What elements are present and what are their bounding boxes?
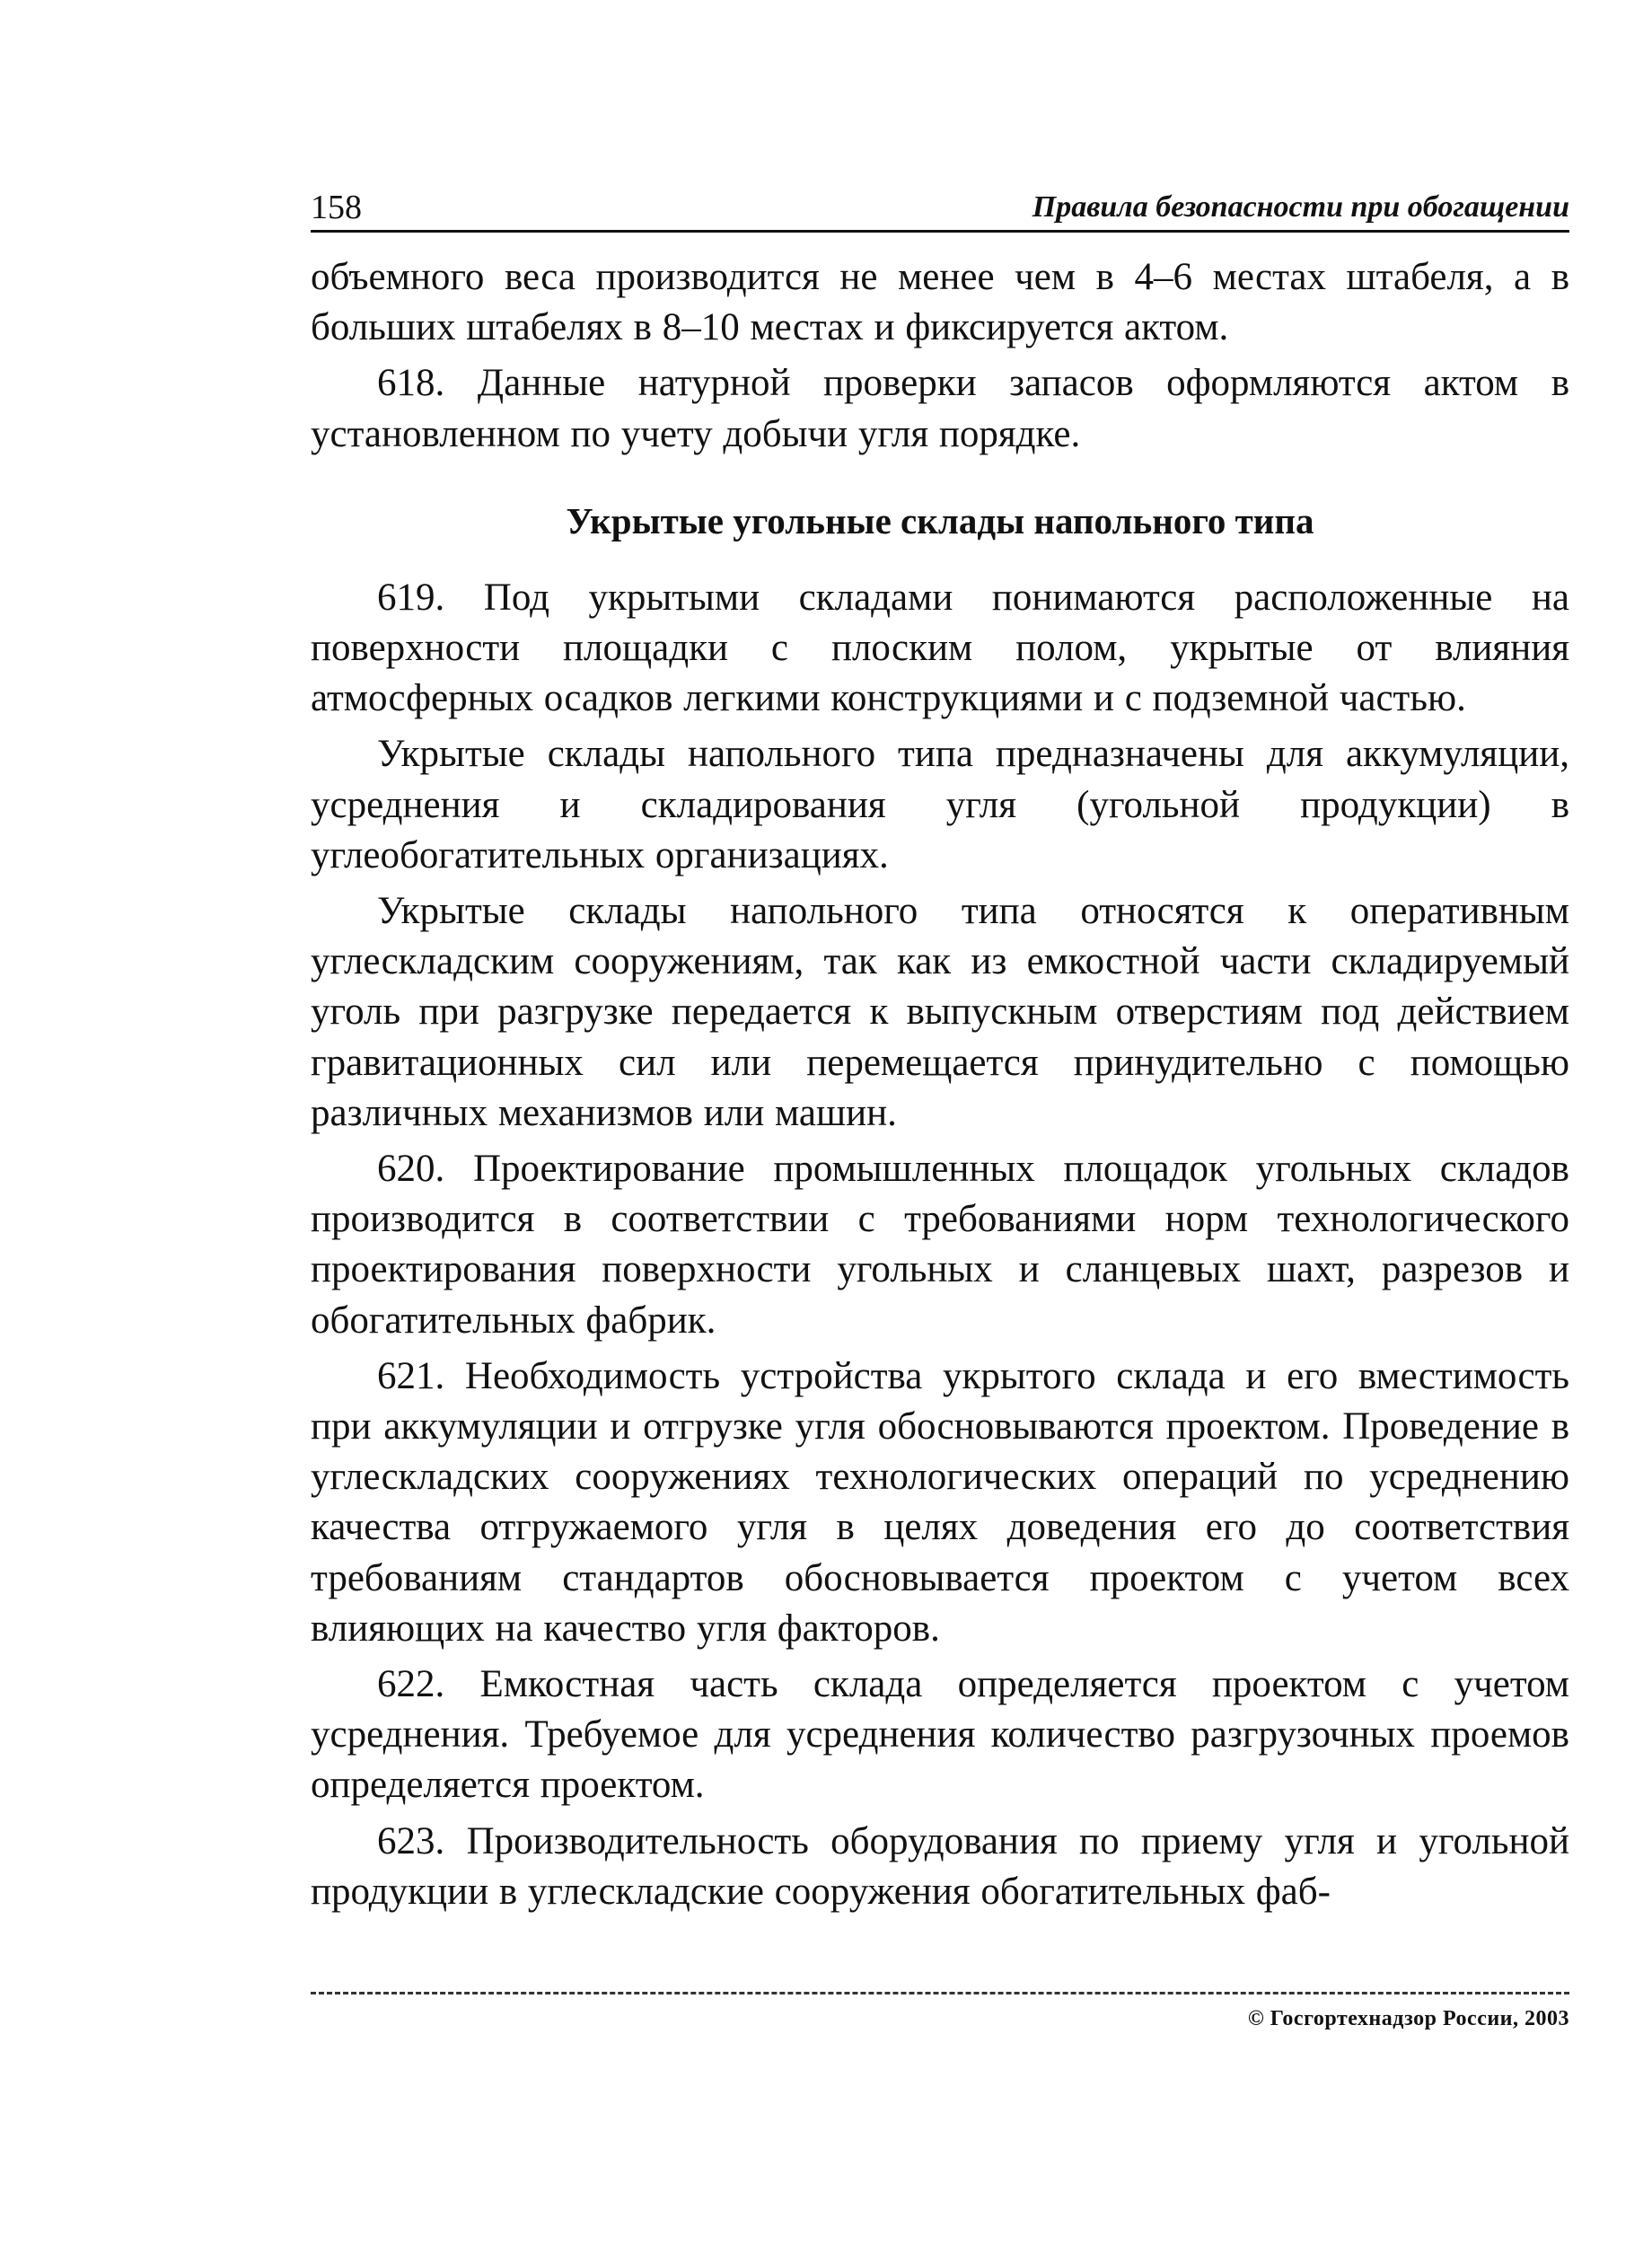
paragraph-618: 618. Данные натурной проверки запасов оформляются актом в установленном по учету добычи угля порядке. [311,362,1569,455]
paragraph-620: 620. Проектирование промышленных площадок угольных складов производится в соответствии с требованиями норм технологического проектирования поверхности угольных и сланцевых шахт, разрезов и обогатительных фабрик. [311,1148,1569,1342]
paragraph-619: 619. Под укрытыми складами понимаются расположенные на поверхности площадки с плоским полом, укрытые от влияния атмосферных осадков легкими конструкциями и с подземной частью. [311,576,1569,720]
paragraph-purpose: Укрытые склады напольного типа предназначены для аккумуляции, усреднения и складирования угля (угольной продукции) в углеобогатительных организациях. [311,733,1569,876]
page-header [311,180,1569,233]
running-title: Правила безопасности при обогащении [1032,190,1569,224]
page-number: 158 [311,189,362,226]
paragraph-623: 623. Производительность оборудования по приему угля и угольной продукции в углескладские сооружения обогатительных фаб- [311,1819,1569,1913]
paragraph-622: 622. Емкостная часть склада определяется проектом с учетом усреднения. Требуемое для усреднения количество разгрузочных проемов определяется проектом. [311,1663,1569,1807]
document-page [311,180,1569,1923]
paragraph-621: 621. Необходимость устройства укрытого склада и его вместимость при аккумуляции и отгрузке угля обосновываются проектом. Проведение в углескладских сооружениях технологических операций по усреднению качества отгружаемого угля в целях доведения его до соответствия требованиям стандартов обосновывается проектом с учетом всех влияющих на качество угля факторов. [311,1354,1569,1650]
page-footer [311,1992,1569,2031]
footer-rule [311,1992,1569,1994]
paragraph-operational: Укрытые склады напольного типа относятся к оперативным углескладским сооружениям, так как из емкостной части складируемый уголь при разгрузке передается к выпускным отверстиям под действием гравитационных сил или перемещается принудительно с помощью различных механизмов или машин. [311,890,1569,1134]
copyright-notice: © Госгортехнадзор России, 2003 [1247,2007,1569,2030]
body-text [311,252,1569,1917]
paragraph-continuation: объемного веса производится не менее чем в 4–6 местах штабеля, а в больших штабелях в 8–10 местах и фиксируется актом. [311,256,1569,349]
section-heading: Укрытые угольные склады напольного типа [566,499,1314,541]
